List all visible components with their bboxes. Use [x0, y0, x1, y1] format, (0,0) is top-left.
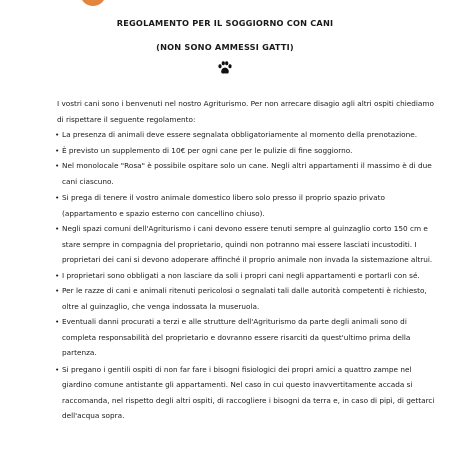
- rule-text: È previsto un supplemento di 10€ per ogni cane per le pulizie di fine soggiorno.: [62, 145, 353, 155]
- rule-item: [57, 314, 439, 361]
- rule-item: [57, 127, 439, 143]
- rules-list: [57, 127, 439, 424]
- rule-item: [57, 221, 439, 268]
- rule-item: [57, 268, 439, 284]
- document-subtitle: (NON SONO AMMESSI GATTI): [156, 42, 294, 52]
- rule-item: [57, 143, 439, 159]
- rule-text: Eventuali danni procurati a terzi e alle strutture dell'Agriturismo da parte degli animali sono di completa responsabilità del proprietario e dovranno essere risarciti da quest'ultimo prima della partenza.: [62, 317, 411, 357]
- regulation-body: [57, 96, 439, 424]
- bullet-icon: •: [55, 145, 60, 155]
- bullet-icon: •: [55, 161, 60, 170]
- rule-item: [57, 362, 439, 424]
- bullet-icon: •: [55, 224, 60, 233]
- rule-text: Negli spazi comuni dell'Agriturismo i cani devono essere tenuti sempre al guinzaglio corto 150 cm e stare sempre in compagnia del proprietario, quindi non potranno mai essere lasciati incustoditi. I proprietari dei cani si devono adoperare affinché il proprio animale non invada la sistemazione altrui.: [62, 224, 433, 264]
- document-title: REGOLAMENTO PER IL SOGGIORNO CON CANI: [116, 18, 334, 28]
- intro-paragraph: I vostri cani sono i benvenuti nel nostro Agriturismo. Per non arrecare disagio agli altri ospiti chiediamo di rispettare il seguente regolamento:: [57, 99, 434, 124]
- rule-item: [57, 158, 439, 189]
- paw-icon: [217, 61, 233, 75]
- rule-text: I proprietari sono obbligati a non lasciare da soli i propri cani negli appartamenti e portarli con sé.: [62, 270, 420, 280]
- rule-item: [57, 190, 439, 221]
- bullet-icon: •: [55, 193, 60, 202]
- rule-text: La presenza di animali deve essere segnalata obbligatoriamente al momento della prenotazione.: [62, 130, 418, 139]
- rule-text: Si prega di tenere il vostro animale domestico libero solo presso il proprio spazio privato (appartamento e spazio esterno con cancellino chiuso).: [62, 193, 385, 218]
- bullet-icon: •: [55, 286, 60, 295]
- bullet-icon: •: [55, 130, 60, 139]
- bullet-icon: •: [55, 317, 60, 326]
- rule-text: Per le razze di cani e animali ritenuti pericolosi o segnalati tali dalle autorità competenti è richiesto, oltre al guinzaglio, che venga indossata la museruola.: [62, 286, 427, 311]
- bullet-icon: •: [55, 270, 60, 280]
- rule-text: Si pregano i gentili ospiti di non far fare i bisogni fisiologici dei propri amici a quattro zampe nel giardino comune antistante gli appartamenti. Nel caso in cui questo inavvertitamente accada si raccomanda, nel rispetto degli altri ospiti, di raccogliere i bisogni da terra e, in caso di pipì, di gettarci dell'acqua sopra.: [62, 364, 435, 420]
- logo-fragment: [80, 0, 106, 6]
- rule-item: [57, 283, 439, 314]
- rule-text: Nel monolocale "Rosa" è possibile ospitare solo un cane. Negli altri appartamenti il massimo è di due cani ciascuno.: [62, 161, 432, 186]
- bullet-icon: •: [55, 364, 60, 374]
